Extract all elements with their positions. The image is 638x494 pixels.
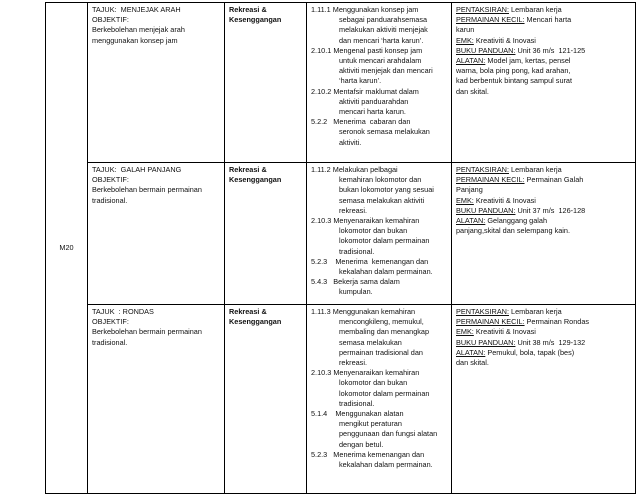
notes-key: EMK: (456, 195, 474, 205)
learning-standard-line: 1.11.1 Menggunakan konsep jam (311, 5, 419, 14)
notes-line (456, 87, 631, 97)
learning-standard-line: aktiviti menjejak dan mencari (339, 66, 433, 76)
notes-value: dan skital. (456, 358, 489, 368)
learning-standard-line: membaling dan menangkap (339, 327, 430, 337)
learning-standard-line: 5.4.3 Bekerja sama dalam (311, 277, 400, 287)
learning-standard-line: penggunaan dan fungsi alatan (339, 429, 438, 439)
area-line: Kesenggangan (229, 15, 282, 25)
notes-value: panjang,skital dan selempang kain. (456, 226, 570, 236)
learning-standard-line: ‘harta karun’. (339, 76, 382, 86)
learning-standard-line: 2.10.3 Menyenaraikan kemahiran (311, 368, 420, 378)
notes-key: PENTAKSIRAN: (456, 307, 509, 316)
area-line: Rekreasi & (229, 165, 267, 174)
learning-standard-cell (307, 3, 452, 163)
notes-value: Unit 37 m/s 126-128 (515, 205, 586, 215)
lesson-plan-table (45, 2, 636, 494)
learning-standard-line: kumpulan. (339, 287, 373, 297)
learning-standard-line: 2.10.1 Mengenal pasti konsep jam (311, 45, 423, 55)
topic-line: TAJUK: GALAH PANJANG (92, 165, 182, 174)
topic-line: Berkebolehan bermain permainan (92, 327, 202, 337)
notes-line (456, 66, 631, 76)
notes-value: Kreativiti & Inovasi (473, 327, 536, 337)
notes-line (456, 358, 631, 368)
notes-value: Pemukul, bola, tapak (bes) (485, 347, 575, 357)
notes-key: PERMAINAN KECIL: (456, 317, 525, 327)
learning-standard-line: semasa melakukan aktiviti (339, 195, 425, 205)
learning-standard-line: sebagai panduarahsemasa (339, 15, 428, 25)
notes-key: ALATAN: (456, 347, 486, 357)
notes-value: Lembaran kerja (508, 165, 562, 174)
learning-standard-line: kekalahan dalam permainan. (339, 267, 433, 277)
notes-key: BUKU PANDUAN: (456, 337, 516, 347)
lesson-row (46, 3, 636, 163)
topic-line: menggunakan konsep jam (92, 35, 178, 45)
notes-line (456, 348, 631, 358)
notes-line (456, 327, 631, 337)
learning-standard-line: lokomotor dalam permainan (339, 236, 430, 246)
topic-line: OBJEKTIF: (92, 317, 129, 327)
topic-line: Berkebolehan menjejak arah (92, 25, 185, 35)
notes-value: kad berbentuk bintang sampul surat (456, 76, 573, 86)
learning-standard-line: dengan betul. (339, 439, 384, 449)
notes-key: ALATAN: (456, 216, 486, 226)
topic-line: tradisional. (92, 195, 128, 205)
area-cell (225, 3, 307, 163)
learning-standard-line: rekreasi. (339, 358, 367, 368)
lesson-row (46, 305, 636, 494)
learning-standard-line: tradisional. (339, 246, 375, 256)
learning-standard-line: 1.11.2 Melakukan pelbagai (311, 165, 398, 174)
notes-value: Lembaran kerja (508, 307, 562, 316)
notes-line (456, 165, 631, 175)
notes-key: PERMAINAN KECIL: (456, 175, 525, 185)
notes-value: Mencari harta (524, 15, 572, 25)
learning-standard-line: mengikut peraturan (339, 419, 402, 429)
learning-standard-line: 5.2.3 Menerima kemenangan dan (311, 449, 425, 459)
notes-value: dan skital. (456, 86, 489, 96)
topic-cell (88, 163, 225, 305)
notes-line (456, 216, 631, 226)
learning-standard-line: mencongkileng, memukul, (339, 317, 424, 327)
notes-value: Lembaran kerja (508, 5, 562, 14)
notes-line (456, 317, 631, 327)
area-line: Rekreasi & (229, 5, 267, 14)
learning-standard-cell (307, 305, 452, 494)
learning-standard-line: permainan tradisional dan (339, 347, 423, 357)
area-line: Kesenggangan (229, 317, 282, 327)
area-cell (225, 163, 307, 305)
learning-standard-line: untuk mencari arahdalam (339, 56, 422, 66)
lesson-row (46, 163, 636, 305)
notes-key: BUKU PANDUAN: (456, 205, 516, 215)
notes-line (456, 46, 631, 56)
notes-line (456, 206, 631, 216)
area-line: Kesenggangan (229, 175, 282, 185)
notes-line (456, 226, 631, 236)
notes-key: EMK: (456, 327, 474, 337)
notes-value: karun (456, 25, 475, 35)
notes-value: Kreativiti & Inovasi (473, 195, 536, 205)
topic-cell (88, 305, 225, 494)
learning-standard-line: 2.10.2 Mentafsir maklumat dalam (311, 86, 419, 96)
area-cell (225, 305, 307, 494)
notes-line (456, 25, 631, 35)
learning-standard-line: lokomotor dalam permainan (339, 388, 430, 398)
learning-standard-line: 2.10.3 Menyenaraikan kemahiran (311, 216, 420, 226)
notes-value: Gelanggang galah (485, 216, 548, 226)
notes-line (456, 196, 631, 206)
notes-value: Unit 36 m/s 121-125 (515, 45, 586, 55)
notes-cell (452, 3, 636, 163)
topic-line: TAJUK: MENJEJAK ARAH (92, 5, 181, 14)
learning-standard-line: 1.11.3 Menggunakan kemahiran (311, 307, 416, 316)
notes-key: PENTAKSIRAN: (456, 165, 509, 174)
notes-key: PENTAKSIRAN: (456, 5, 509, 14)
notes-key: EMK: (456, 35, 474, 45)
notes-value: Panjang (456, 185, 483, 195)
week-cell: M20 (46, 3, 88, 494)
notes-line (456, 5, 631, 15)
topic-line: tradisional. (92, 337, 128, 347)
topic-line: OBJEKTIF: (92, 15, 129, 25)
notes-line (456, 76, 631, 86)
notes-value: Permainan Galah (524, 175, 584, 185)
learning-standard-line: semasa melakukan (339, 337, 402, 347)
learning-standard-line: rekreasi. (339, 205, 367, 215)
notes-key: PERMAINAN KECIL: (456, 15, 525, 25)
learning-standard-line: mencari harta karun. (339, 107, 406, 117)
notes-key: BUKU PANDUAN: (456, 45, 516, 55)
learning-standard-line: seronok semasa melakukan (339, 127, 430, 137)
notes-value: Kreativiti & Inovasi (473, 35, 536, 45)
learning-standard-line: 5.1.4 Menggunakan alatan (311, 409, 404, 419)
notes-key: ALATAN: (456, 56, 486, 66)
learning-standard-line: kekalahan dalam permainan. (339, 460, 433, 470)
learning-standard-line: kemahiran lokomotor dan (339, 175, 422, 185)
topic-line: TAJUK : RONDAS (92, 307, 154, 316)
learning-standard-line: dan mencari ‘harta karun’. (339, 35, 424, 45)
notes-value: warna, bola ping pong, kad arahan, (456, 66, 571, 76)
topic-line: Berkebolehan bermain permainan (92, 185, 202, 195)
notes-line (456, 36, 631, 46)
learning-standard-line: aktiviti. (339, 137, 362, 147)
learning-standard-line: aktiviti panduarahdan (339, 96, 409, 106)
topic-line: OBJEKTIF: (92, 175, 129, 185)
notes-line (456, 338, 631, 348)
notes-value: Permainan Rondas (524, 317, 590, 327)
learning-standard-line: tradisional. (339, 398, 375, 408)
notes-cell (452, 163, 636, 305)
notes-line (456, 175, 631, 185)
notes-cell (452, 305, 636, 494)
learning-standard-line: bukan lokomotor yang sesuai (339, 185, 434, 195)
learning-standard-line: lokomotor dan bukan (339, 226, 408, 236)
notes-line (456, 56, 631, 66)
topic-cell (88, 3, 225, 163)
notes-value: Unit 38 m/s 129-132 (515, 337, 586, 347)
notes-line (456, 185, 631, 195)
learning-standard-line: lokomotor dan bukan (339, 378, 408, 388)
area-line: Rekreasi & (229, 307, 267, 316)
learning-standard-line: 5.2.2 Menerima cabaran dan (311, 117, 411, 127)
learning-standard-line: 5.2.3 Menerima kemenangan dan (311, 256, 429, 266)
learning-standard-cell (307, 163, 452, 305)
learning-standard-line: melakukan aktiviti menjejak (339, 25, 428, 35)
notes-line (456, 307, 631, 317)
notes-line (456, 15, 631, 25)
notes-value: Model jam, kertas, pensel (485, 56, 571, 66)
